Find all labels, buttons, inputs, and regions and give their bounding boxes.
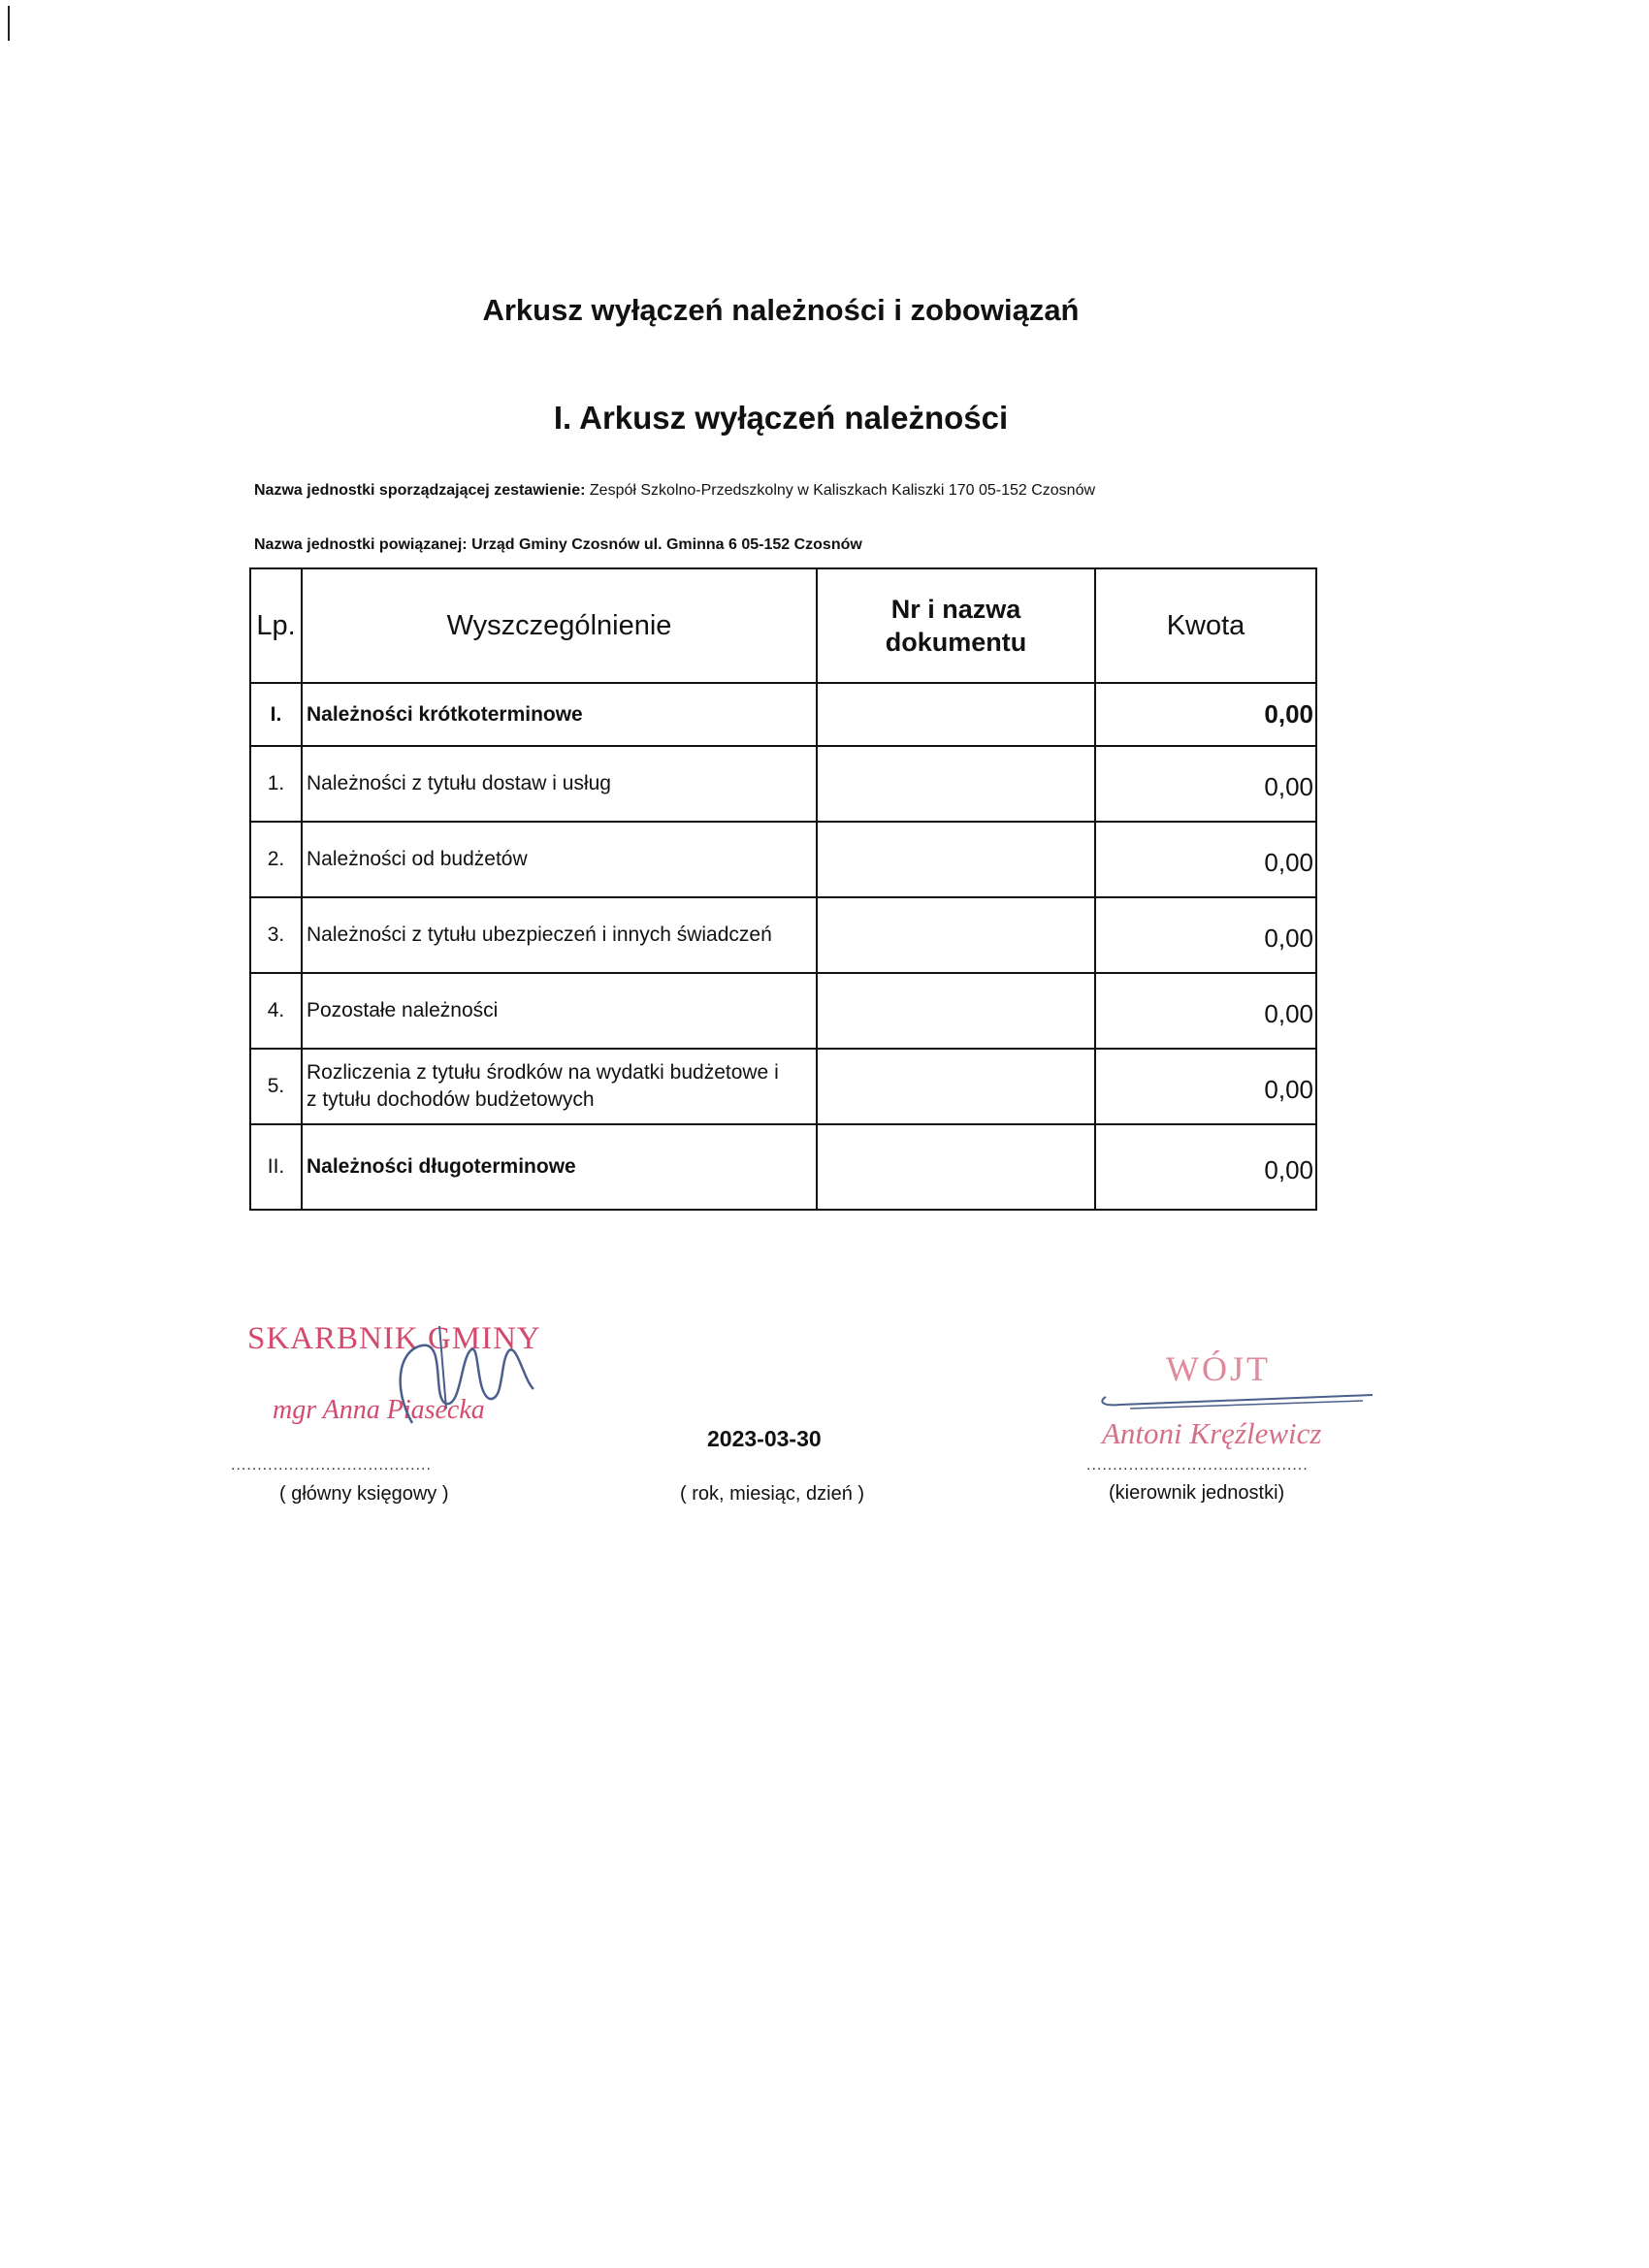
header-document-line1: Nr i nazwa — [890, 595, 1021, 624]
document-date: 2023-03-30 — [707, 1426, 822, 1451]
row-description-line2: z tytułu dochodów budżetowych — [307, 1088, 595, 1111]
reporting-unit-label: Nazwa jednostki sporządzającej zestawienie: — [254, 482, 586, 499]
row-description: Należności z tytułu ubezpieczeń i innych świadczeń — [302, 897, 817, 973]
row-lp: I. — [250, 683, 302, 746]
mayor-stamp-name: Antoni Kręźlewicz — [1102, 1416, 1322, 1450]
mayor-caption: (kierownik jednostki) — [1109, 1482, 1285, 1504]
related-unit-label: Nazwa jednostki powiązanej: — [254, 536, 468, 553]
row-amount: 0,00 — [1095, 822, 1316, 897]
treasurer-stamp-title: SKARBNIK GMINY — [247, 1321, 541, 1356]
section-title: I. Arkusz wyłączeń należności — [553, 400, 1009, 436]
related-unit-value: Urząd Gminy Czosnów ul. Gminna 6 05-152 Czosnów — [471, 536, 862, 553]
row-amount: 0,00 — [1095, 973, 1316, 1049]
header-amount: Kwota — [1095, 568, 1316, 683]
row-document — [817, 973, 1095, 1049]
table-row — [250, 973, 1316, 1049]
row-document — [817, 1049, 1095, 1124]
table-row — [250, 746, 1316, 822]
treasurer-stamp — [247, 1321, 567, 1438]
mayor-stamp — [1091, 1348, 1382, 1455]
related-unit-line — [254, 536, 862, 554]
reporting-unit-value: Zespół Szkolno-Przedszkolny w Kaliszkach Kaliszki 170 05-152 Czosnów — [589, 482, 1096, 499]
table-row — [250, 897, 1316, 973]
row-lp: 4. — [250, 973, 302, 1049]
row-document — [817, 897, 1095, 973]
mayor-stamp-title: WÓJT — [1166, 1349, 1271, 1388]
row-amount: 0,00 — [1095, 897, 1316, 973]
table-row — [250, 1124, 1316, 1210]
row-amount: 0,00 — [1095, 746, 1316, 822]
scan-edge-mark — [8, 6, 10, 41]
row-lp: 3. — [250, 897, 302, 973]
header-document-line2: dokumentu — [885, 628, 1027, 657]
table-row — [250, 1049, 1316, 1124]
row-description-line1: Rozliczenia z tytułu środków na wydatki budżetowe i — [307, 1061, 779, 1084]
reporting-unit-line — [254, 482, 1095, 500]
row-amount: 0,00 — [1095, 1049, 1316, 1124]
date-caption: ( rok, miesiąc, dzień ) — [680, 1483, 865, 1505]
row-description: Należności od budżetów — [302, 822, 817, 897]
row-amount: 0,00 — [1095, 683, 1316, 746]
row-description: Należności z tytułu dostaw i usług — [302, 746, 817, 822]
row-amount: 0,00 — [1095, 1124, 1316, 1210]
table-row — [250, 822, 1316, 897]
row-lp: 1. — [250, 746, 302, 822]
table-header-row — [250, 568, 1316, 683]
treasurer-signature-line: ...................................... — [231, 1457, 432, 1474]
treasurer-signature-icon — [354, 1321, 587, 1438]
row-document — [817, 746, 1095, 822]
treasurer-stamp-name: mgr Anna Piasecka — [273, 1395, 485, 1425]
row-lp: 5. — [250, 1049, 302, 1124]
mayor-signature-line: .......................................... — [1086, 1457, 1309, 1474]
document-title: Arkusz wyłączeń należności i zobowiązań — [482, 293, 1080, 327]
receivables-table — [249, 567, 1317, 1211]
mayor-signature-icon — [1091, 1387, 1382, 1416]
header-lp: Lp. — [250, 568, 302, 683]
header-description: Wyszczególnienie — [302, 568, 817, 683]
row-document — [817, 683, 1095, 746]
header-document — [817, 568, 1095, 683]
row-description: Należności krótkoterminowe — [302, 683, 817, 746]
row-description: Należności długoterminowe — [302, 1124, 817, 1210]
row-document — [817, 1124, 1095, 1210]
row-lp: 2. — [250, 822, 302, 897]
treasurer-caption: ( główny księgowy ) — [279, 1483, 449, 1505]
table-row — [250, 683, 1316, 746]
row-description: Pozostałe należności — [302, 973, 817, 1049]
row-document — [817, 822, 1095, 897]
row-description — [302, 1049, 817, 1124]
row-lp: II. — [250, 1124, 302, 1210]
